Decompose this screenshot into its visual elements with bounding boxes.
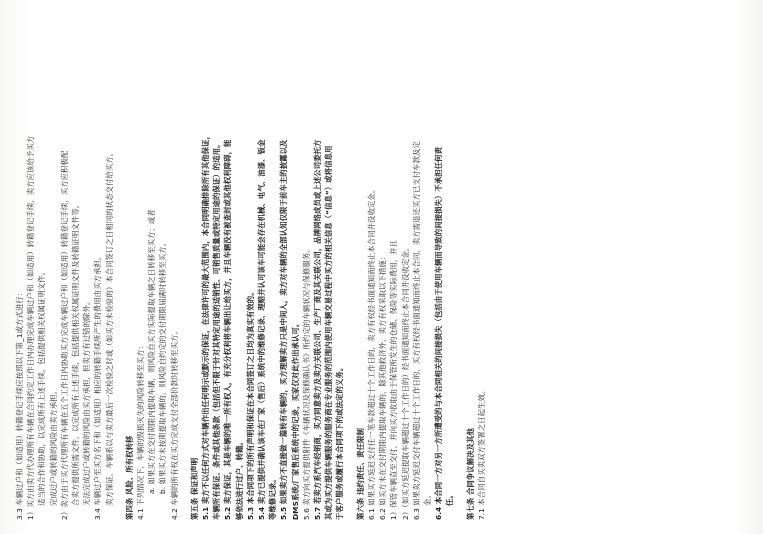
text-line: 1）保管车辆直至交付，并向买方收取由于保管所发生的仓储、保险等实际费用，并且 <box>389 239 399 520</box>
text-line: 2）（如买方延迟提取车辆超过十个工作日的）经书面通知而终止本合同并没收定金。 <box>400 243 410 520</box>
section-heading: 第六条 违约责任、责任限制 <box>355 428 365 520</box>
text-line: 2）卖方由于买方代理所有车辆在五个工作日内协助买方完成车辆过户和（如适用）转籍登记手续，买方应积极配 <box>59 150 69 520</box>
text-line: 等维修记录。 <box>268 475 278 520</box>
text-line: 5.2 卖方保证，其是车辆的唯一所有权人，有充分权利将车辆出让给买方，并且车辆没有被查封或其他权利障碍，能 <box>223 139 233 520</box>
text-line: 其或为买方提供车辆服务的服务商在专业服务的范围内使用车辆交易过程中买方的相关信息（“信息”）或将信息用 <box>324 145 334 520</box>
text-line: 6.2 如买方未在交付期限内提取车辆的，除其他救济外，卖方有权采取以下措施： <box>378 252 388 520</box>
text-line: 6.3 如果卖方延迟交付车辆超过十个工作日的，买方有权经书面通知而终止本合同，卖方需退还买方已支付车款及定 <box>411 141 421 520</box>
text-line: 5.1 卖方不以任何方式对车辆作出任何明示或默示的保证，在法律许可的最大范围内，本合同明确排除所有其他保证， <box>201 132 211 520</box>
text-line: 7.1 本合同自买卖双方签署之日起生效。 <box>476 386 486 520</box>
rotated-contract-page <box>14 15 749 520</box>
paragraph-gap <box>115 15 120 520</box>
text-line: 卖方保证，车辆系以与卖方最后一次检验之时或（如买方未检验的）本合同签订之日相同的状态交付给买方。 <box>104 148 114 506</box>
text-line: b. 如果买方未按期提取车辆的，则风险自约定的交付期限届满时转移至买方。 <box>158 238 168 494</box>
section-heading: 第五条 保证和声明 <box>189 457 199 520</box>
text-line: 5.4 卖方已提供并确认该车在厂家（售后）系统中的维修记录、理赔并认可该车可能会存在机械、电气、油漆、钣金 <box>257 139 267 520</box>
text-line: 完成过户或转籍的风险由卖方承担。 <box>48 386 58 506</box>
text-line: 5.6 卖方向买方提供附件《车辆状况及保修确认书》所约定的车辆状况与保修服务。 <box>301 245 311 520</box>
text-line: DMS系统/厂家售后系统中的记录，买家仅对此作出承认可。 <box>290 319 300 520</box>
text-line: 金。 <box>422 491 432 506</box>
text-line: 无法完成过户或转籍的风险由买方承担，但卖方有过错的除外。 <box>82 297 92 506</box>
text-line: 于客户服务或履行本合同项下的或法定的义务。 <box>335 363 345 520</box>
text-line: 车辆所有保证、条件或其他条款（包括但不限于针对其特定用途的适销性、可销售质量或特定用途的保证）的适用。 <box>212 140 222 520</box>
paragraph-gap <box>456 15 461 520</box>
text-line: 适当的合作和协助，以完成所有上述手续，包括提供相关权属证明文件。 <box>37 267 47 506</box>
text-line: 合卖方提供所需文件，以完成所有上述手续，包括提供相关权属证明文件及转籍证明文件等。 <box>71 200 81 506</box>
paragraph-gap <box>180 15 185 520</box>
text-line: 4.2 车辆的所有权在买方完成支付全部价款时转移至买方。 <box>169 327 179 520</box>
text-line: 4.1 下列情况下，车辆的毁损灭失的风险转移至买方： <box>136 342 146 520</box>
paragraph-gap <box>346 15 351 520</box>
text-line: 5.7 若卖方系汽车经销商，买方同意卖方及卖方关联公司、生产厂商及其关联公司，品牌网络成员或上述公司委托方 <box>313 139 323 520</box>
text-line: 6.1 如果买方延迟支付任一笔车款超过十个工作日的，卖方有权经书面通知而终止本合同并没收定金。 <box>366 185 376 520</box>
text-line: 6.4 本合同一方对另一方所遭受的与本合同相关的间接损失（包括由于使用车辆而导致的间接损失）不承担任何责 <box>434 146 444 520</box>
text-line: 5.5 如果卖方不直接做一篇转有车辆的，买方理解卖方只是中间人，卖方对车辆的全部认知仅限于前车主的披露以及 <box>279 139 289 520</box>
text-line: 3.4 车辆过户至买方名下和（如适用）相应的转籍手续所产生的费用由买方承担。 <box>93 252 103 520</box>
section-heading: 第七条 合同争议解决及其他 <box>465 428 475 520</box>
text-line: a. 如果买方在交付期限内提取车辆，则风险自买方实际提取车辆之日转移至买方；或者 <box>147 209 157 494</box>
text-line: 任。 <box>445 491 455 506</box>
text-line: 5.3 本合同项下的所有声明和保证在本合同签订之日均为真实有效的。 <box>245 288 255 520</box>
text-line: 1）买方由卖方代办理所有车辆在合同约定工作日内办理完成车辆过户和（如适用）转籍登记手续，卖方应该给予买方 <box>26 135 36 520</box>
section-heading: 第四条 风险、所有权转移 <box>124 435 134 520</box>
text-line: 够依法进行过户、转籍。 <box>234 438 244 520</box>
text-line: 3.3 车辆过户和（如适用）转籍登记手续应按照以下第_1或方式进行： <box>15 288 24 520</box>
